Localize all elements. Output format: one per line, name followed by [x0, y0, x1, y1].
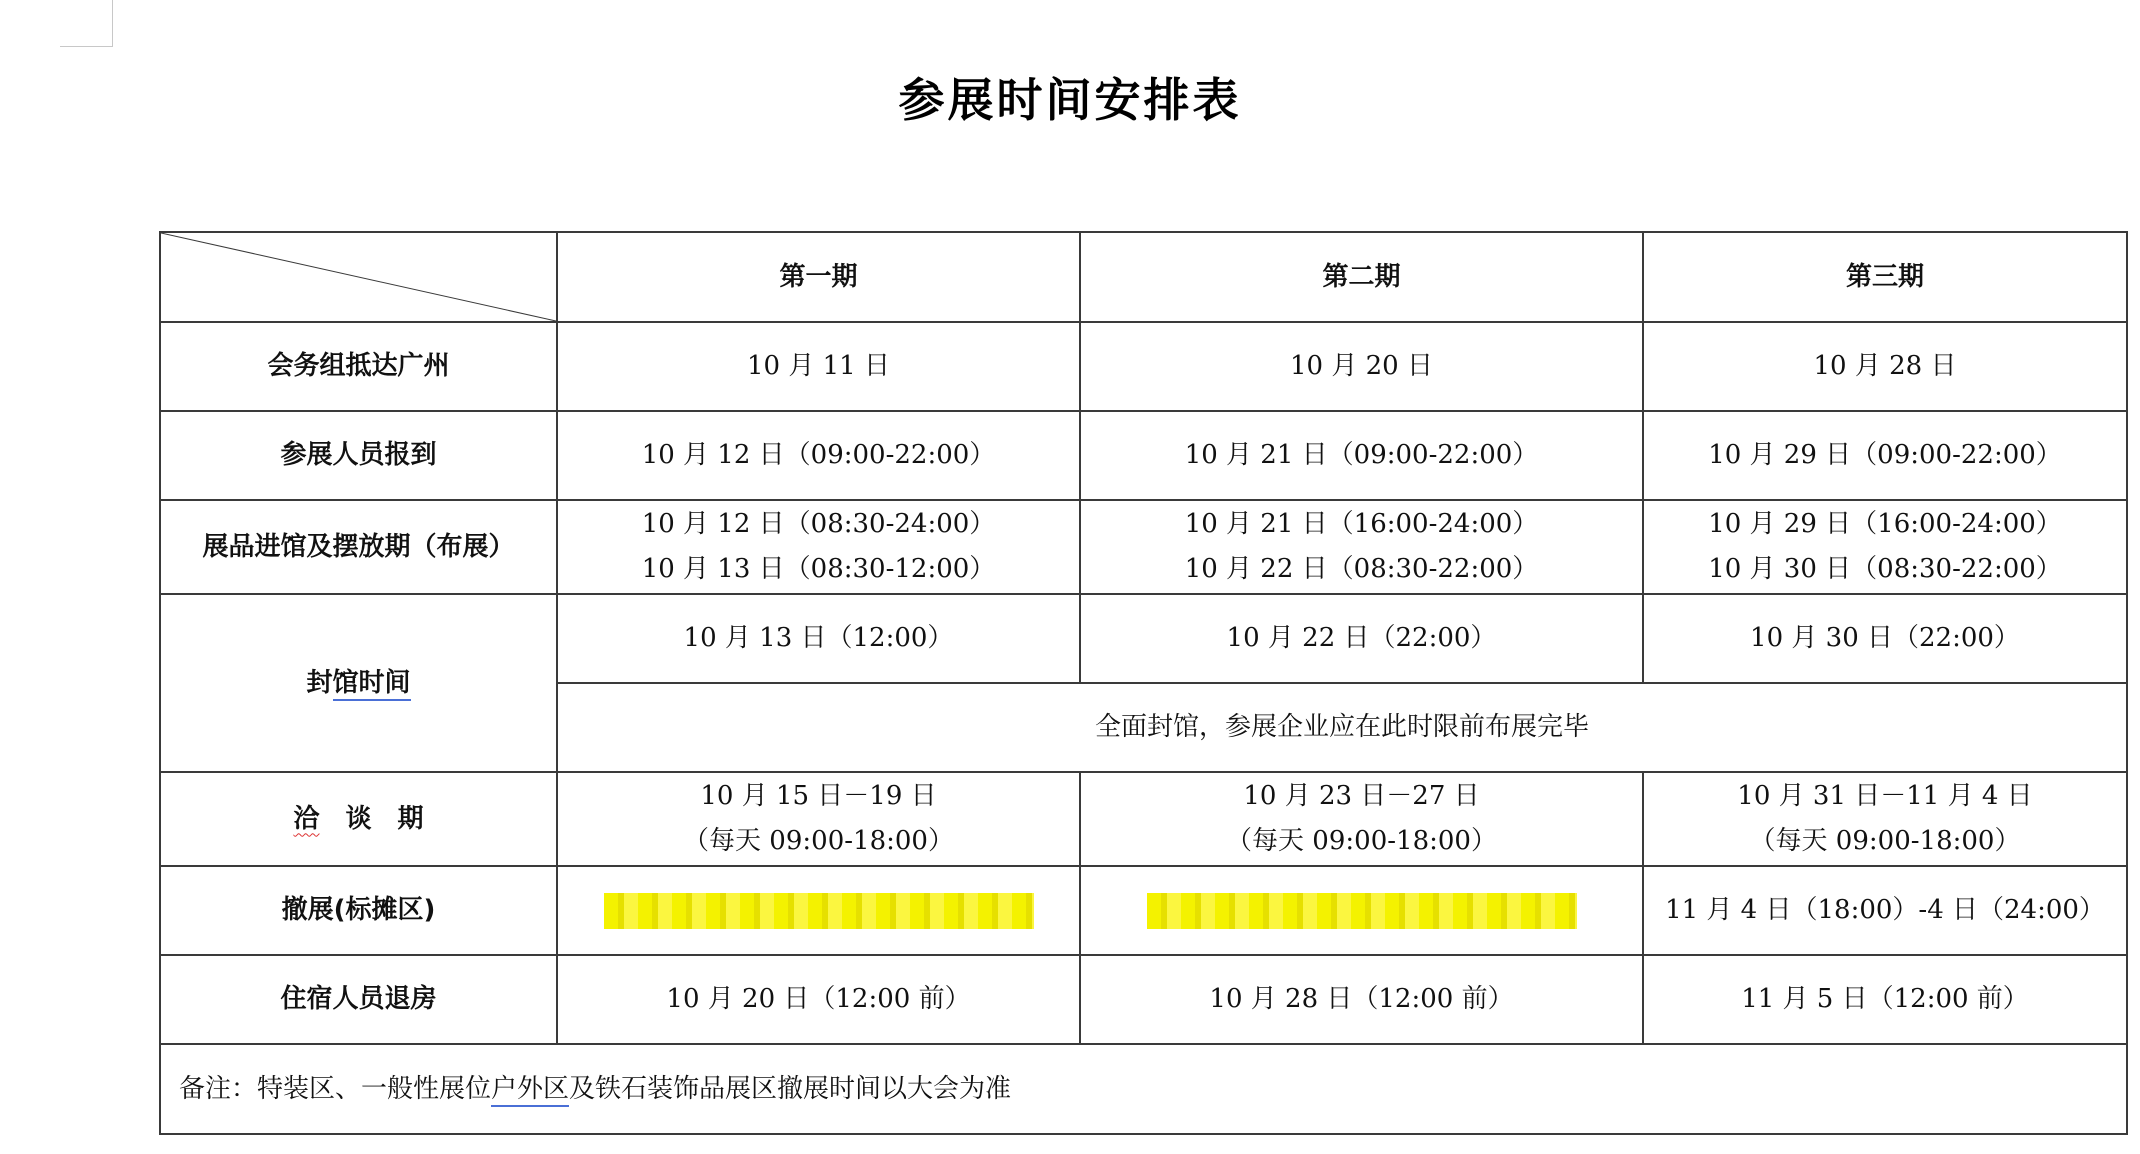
- closing-label-part2: 馆时间: [333, 668, 411, 701]
- cell-registration-2: 10 月 21 日（09:00-22:00）: [1080, 411, 1643, 500]
- row-label-setup: 展品进馆及摆放期（布展）: [160, 500, 557, 594]
- row-label-registration: 参展人员报到: [160, 411, 557, 500]
- negotiation-label-part3: 期: [397, 803, 424, 834]
- cell-negotiation-2: [1080, 772, 1643, 866]
- header-row: [160, 232, 2127, 322]
- remark-part3: 及铁石装饰品展区撤展时间以大会为准: [569, 1073, 1012, 1104]
- cell-arrival-1: 10 月 11 日: [557, 322, 1080, 411]
- page-corner-mark: [60, 0, 113, 47]
- page-title: 参展时间安排表: [898, 73, 1242, 127]
- table-row: [160, 322, 2127, 411]
- cell-checkout-1: 10 月 20 日（12:00 前）: [557, 955, 1080, 1044]
- negotiation-1-line-2: （每天 09:00-18:00）: [683, 826, 954, 856]
- cell-registration-1: 10 月 12 日（09:00-22:00）: [557, 411, 1080, 500]
- remark-part2: 户外区: [491, 1074, 569, 1107]
- negotiation-label-part2: 谈: [345, 803, 372, 834]
- remark-row: [160, 1044, 2127, 1134]
- row-label-checkout: 住宿人员退房: [160, 955, 557, 1044]
- table-row: [160, 411, 2127, 500]
- cell-setup-1: [557, 500, 1080, 594]
- remark-part1: 备注：特装区、一般性展位: [179, 1073, 492, 1104]
- setup-1-line-2: 10 月 13 日（08:30-12:00）: [641, 554, 996, 584]
- negotiation-2-line-1: 10 月 23 日－27 日: [1243, 781, 1480, 811]
- corner-diagonal-cell: [160, 232, 557, 322]
- cell-setup-2: [1080, 500, 1643, 594]
- negotiation-2-line-2: （每天 09:00-18:00）: [1226, 826, 1497, 856]
- table-row: [160, 772, 2127, 866]
- row-label-teardown: 撤展(标摊区): [160, 866, 557, 955]
- remark-cell: [160, 1044, 2127, 1134]
- setup-3-line-2: 10 月 30 日（08:30-22:00）: [1708, 554, 2062, 584]
- table-row: [160, 594, 2127, 683]
- setup-2-line-1: 10 月 21 日（16:00-24:00）: [1184, 509, 1539, 539]
- setup-3-line-1: 10 月 29 日（16:00-24:00）: [1708, 509, 2062, 539]
- redaction-block: [1147, 893, 1577, 929]
- diagonal-line: [161, 233, 556, 321]
- table-row: [160, 866, 2127, 955]
- cell-setup-3: [1643, 500, 2127, 594]
- cell-teardown-1-redacted: [557, 866, 1080, 955]
- cell-closing-note: 全面封馆，参展企业应在此时限前布展完毕: [557, 683, 2127, 772]
- column-header-phase-1: 第一期: [557, 232, 1080, 322]
- cell-negotiation-3: [1643, 772, 2127, 866]
- negotiation-1-line-1: 10 月 15 日－19 日: [700, 781, 937, 811]
- table-row: [160, 955, 2127, 1044]
- row-label-closing: [160, 594, 557, 772]
- cell-negotiation-1: [557, 772, 1080, 866]
- cell-closing-3: 10 月 30 日（22:00）: [1643, 594, 2127, 683]
- cell-teardown-3: 11 月 4 日（18:00）-4 日（24:00）: [1643, 866, 2127, 955]
- negotiation-label-part1: 洽: [293, 803, 320, 834]
- negotiation-3-line-1: 10 月 31 日－11 月 4 日: [1737, 781, 2033, 811]
- cell-checkout-3: 11 月 5 日（12:00 前）: [1643, 955, 2127, 1044]
- row-label-arrival: 会务组抵达广州: [160, 322, 557, 411]
- negotiation-3-line-2: （每天 09:00-18:00）: [1749, 826, 2021, 856]
- schedule-table: [159, 231, 2128, 1135]
- cell-arrival-2: 10 月 20 日: [1080, 322, 1643, 411]
- row-label-negotiation: [160, 772, 557, 866]
- cell-teardown-2-redacted: [1080, 866, 1643, 955]
- setup-2-line-2: 10 月 22 日（08:30-22:00）: [1184, 554, 1539, 584]
- column-header-phase-2: 第二期: [1080, 232, 1643, 322]
- redaction-block: [604, 893, 1034, 929]
- cell-arrival-3: 10 月 28 日: [1643, 322, 2127, 411]
- column-header-phase-3: 第三期: [1643, 232, 2127, 322]
- cell-checkout-2: 10 月 28 日（12:00 前）: [1080, 955, 1643, 1044]
- cell-closing-1: 10 月 13 日（12:00）: [557, 594, 1080, 683]
- table-row: [160, 500, 2127, 594]
- cell-registration-3: 10 月 29 日（09:00-22:00）: [1643, 411, 2127, 500]
- setup-1-line-1: 10 月 12 日（08:30-24:00）: [641, 509, 996, 539]
- cell-closing-2: 10 月 22 日（22:00）: [1080, 594, 1643, 683]
- closing-label-part1: 封: [306, 667, 333, 698]
